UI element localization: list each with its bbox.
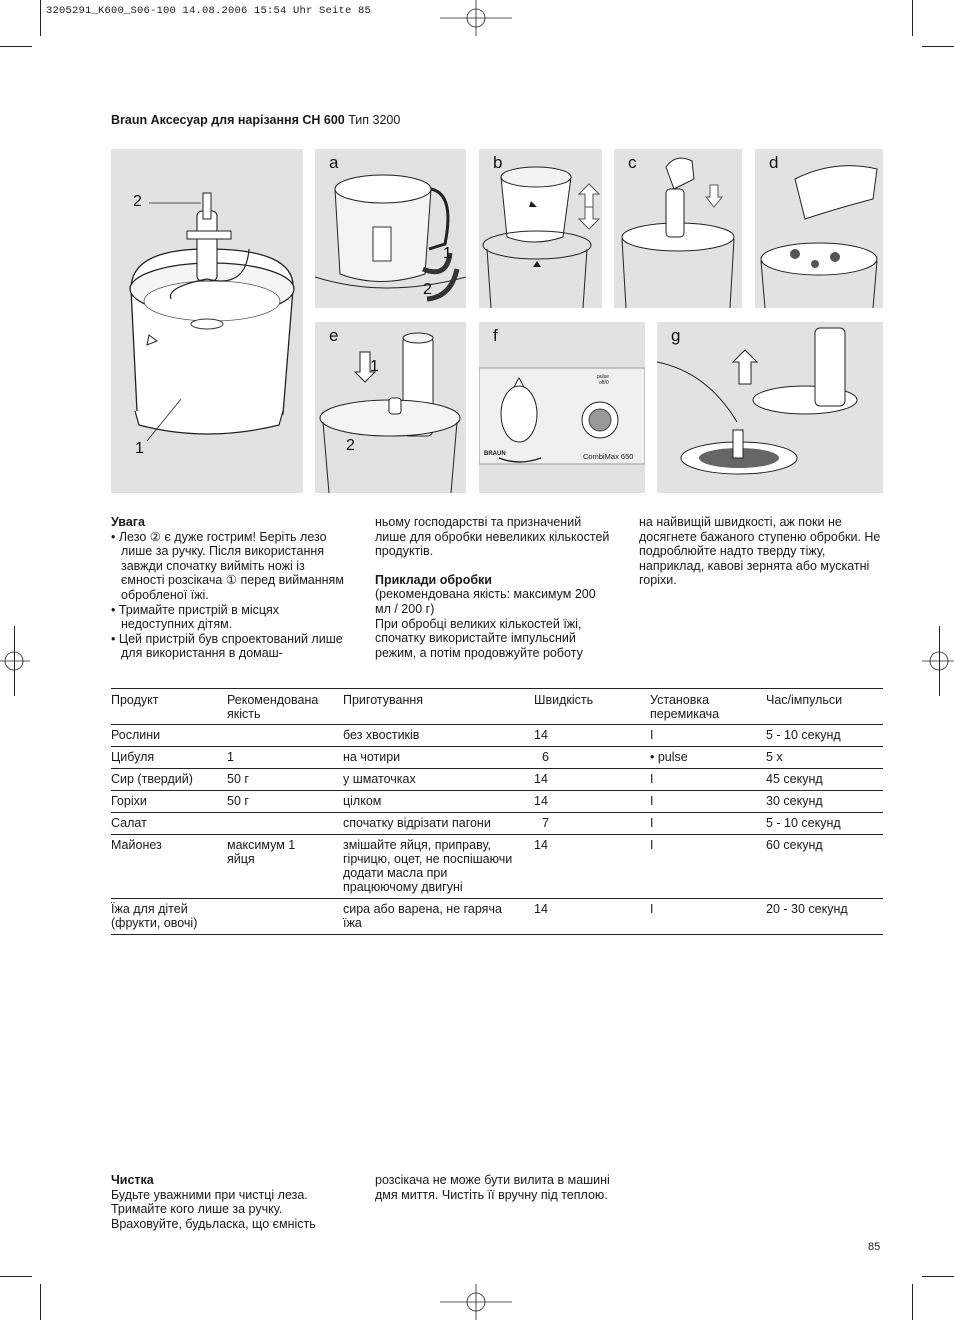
- table-cell: I: [650, 769, 766, 791]
- table-row: [111, 769, 883, 791]
- figure-label: f: [493, 326, 498, 345]
- table-cell: 1: [227, 747, 343, 769]
- cleaning-text: розсікача не може бути вилита в машині дмя миття. Чистіть її вручну під теплою.: [375, 1173, 610, 1202]
- table-cell: • pulse: [650, 747, 766, 769]
- figure-a: [315, 149, 466, 308]
- examples-heading: Приклади обробки: [375, 572, 492, 587]
- attach-lid-illustration: [315, 322, 466, 493]
- step-1: 1: [443, 245, 452, 262]
- continued-text: ньому господарстві та призначений лише для обробки невеликих кількостей продуктів.: [375, 515, 610, 559]
- cleaning-text: Будьте уважними при чистці леза. Тримайте кого лише за ручку. Враховуйте, будьласка, що ємність: [111, 1187, 316, 1231]
- print-header: 3205291_K600_S06-100 14.08.2006 15:54 Uhr Seite 85: [46, 5, 372, 17]
- table-header-row: [111, 689, 883, 725]
- figure-label: e: [329, 326, 339, 345]
- header-cell: Швидкість: [534, 689, 650, 725]
- table-cell: спочатку відрізати пагони: [343, 813, 534, 835]
- table-cell: Рослини: [111, 725, 227, 747]
- cleaning-column: [111, 1173, 351, 1231]
- header-cell: Час/імпульси: [766, 689, 883, 725]
- table-cell: 7: [534, 813, 650, 835]
- table-cell: 5 - 10 секунд: [766, 725, 883, 747]
- table-cell: Горіхи: [111, 791, 227, 813]
- control-panel-illustration: [479, 322, 645, 493]
- table-cell: I: [650, 835, 766, 899]
- table-cell: Майонез: [111, 835, 227, 899]
- step-1: 1: [370, 358, 379, 375]
- header-cell: Приготування: [343, 689, 534, 725]
- pulse-label: pulse: [597, 374, 609, 380]
- warning-bullet: • Тримайте пристрій в місцях недоступних дітям.: [111, 602, 280, 632]
- table-cell: без хвостиків: [343, 725, 534, 747]
- table-cell: I: [650, 899, 766, 935]
- figure-b: [479, 149, 602, 308]
- table-cell: 50 г: [227, 769, 343, 791]
- header-cell: Рекомендована якість: [227, 689, 343, 725]
- cleaning-column-2: [375, 1173, 615, 1202]
- processing-table: [111, 688, 883, 935]
- table-cell: 60 секунд: [766, 835, 883, 899]
- table-cell: I: [650, 725, 766, 747]
- warning-bullet: • Цей пристрій був спроектований лише для використання в домаш-: [111, 631, 343, 661]
- figure-label: a: [329, 153, 339, 172]
- table-cell: 5 x: [766, 747, 883, 769]
- table-cell: 14: [534, 791, 650, 813]
- table-cell: [227, 813, 343, 835]
- table-cell: цілком: [343, 791, 534, 813]
- table-cell: Сир (твердий): [111, 769, 227, 791]
- page-number: 85: [868, 1241, 881, 1253]
- warning-bullet: • Лезо ② є дуже гострим! Беріть лезо лише за ручку. Після використання завжди спочатку вийміть ножі із ємності розсікача ① перед вийманням обробленої їжі.: [111, 529, 344, 602]
- header-cell: Продукт: [111, 689, 227, 725]
- model-label: CombiMax 650: [583, 452, 634, 461]
- table-cell: 50 г: [227, 791, 343, 813]
- figure-label: c: [628, 153, 637, 172]
- figure-label: g: [671, 326, 681, 345]
- cleaning-heading: Чистка: [111, 1173, 154, 1187]
- table-row: [111, 725, 883, 747]
- remove-blade-illustration: [657, 322, 883, 493]
- brand-logo: BRAUN: [484, 451, 506, 457]
- step-2: 2: [346, 437, 355, 454]
- table-cell: 14: [534, 725, 650, 747]
- document-title: Braun Аксесуар для нарізання CH 600 Тип 3200: [111, 113, 401, 127]
- figure-c: [614, 149, 742, 308]
- examples-column: [375, 515, 615, 660]
- speed-column: [639, 515, 884, 588]
- table-cell: Салат: [111, 813, 227, 835]
- table-cell: 45 секунд: [766, 769, 883, 791]
- warning-heading: Увага: [111, 515, 145, 529]
- examples-text: При обробці великих кількостей їжі, спочатку використайте імпульсний режим, а потім продовжуйте роботу: [375, 616, 583, 660]
- table-cell: 14: [534, 899, 650, 935]
- table-cell: змішайте яйця, приправу, гірчицю, оцет, не поспішаючи додати масла при працюючому двигуні: [343, 835, 534, 899]
- main-figure: [111, 149, 303, 493]
- header-cell: Установка перемикача: [650, 689, 766, 725]
- figure-label: b: [493, 153, 503, 172]
- table-cell: 14: [534, 835, 650, 899]
- table-cell: на чотири: [343, 747, 534, 769]
- warning-column: [111, 515, 351, 661]
- figure-d: [755, 149, 883, 308]
- table-cell: [227, 899, 343, 935]
- table-cell: сира або варена, не гаряча їжа: [343, 899, 534, 935]
- speed-text: на найвищій швидкості, аж поки не досягнете бажаного ступеню обробки. Не подроблюйте надто тверду тіжу, наприклад, кавові зернята або мускатні горіхи.: [639, 515, 881, 588]
- table-cell: 30 секунд: [766, 791, 883, 813]
- table-cell: 5 - 10 секунд: [766, 813, 883, 835]
- table-cell: I: [650, 791, 766, 813]
- figure-label: d: [769, 153, 779, 172]
- table-row: [111, 813, 883, 835]
- table-row: [111, 791, 883, 813]
- callout-2: 2: [133, 193, 142, 210]
- off-label: off/0: [599, 380, 609, 386]
- table-row: [111, 835, 883, 899]
- figure-f: [479, 322, 645, 493]
- table-cell: Цибуля: [111, 747, 227, 769]
- table-cell: Їжа для дітей (фрукти, овочі): [111, 899, 227, 935]
- table-cell: [227, 725, 343, 747]
- callout-1: 1: [135, 440, 144, 457]
- table-cell: 20 - 30 секунд: [766, 899, 883, 935]
- table-cell: максимум 1 яйця: [227, 835, 343, 899]
- table-cell: I: [650, 813, 766, 835]
- step-2: 2: [423, 281, 432, 298]
- figure-e: [315, 322, 466, 493]
- table-row: [111, 747, 883, 769]
- examples-note: (рекомендована якість: максимум 200 мл / 200 г): [375, 587, 596, 616]
- table-cell: 6: [534, 747, 650, 769]
- table-row: [111, 899, 883, 935]
- figure-g: [657, 322, 883, 493]
- table-cell: 14: [534, 769, 650, 791]
- table-cell: у шматочках: [343, 769, 534, 791]
